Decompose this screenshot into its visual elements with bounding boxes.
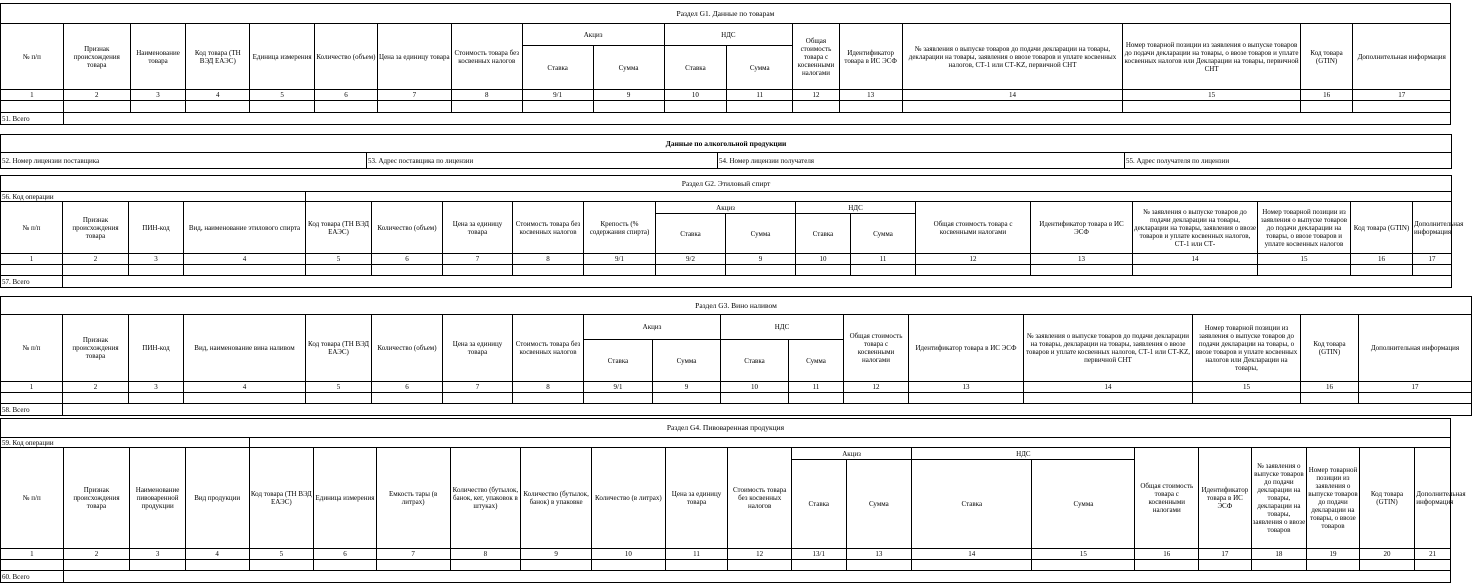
g4-h-liters: Количество (в литрах) [591, 448, 665, 549]
col-number: 20 [1359, 549, 1415, 560]
g1-h-total: Общая стоимость товара с косвенными налогами [793, 24, 840, 90]
table-cell[interactable] [130, 560, 186, 571]
g2-h-excise-sum: Сумма [726, 214, 796, 254]
table-cell[interactable] [1258, 265, 1351, 276]
table-cell[interactable] [186, 101, 250, 113]
col-number: 15 [1123, 90, 1300, 101]
col-number: 5 [306, 382, 372, 393]
col-number: 15 [1193, 382, 1301, 393]
g3-h-excise: Акциз [584, 315, 721, 340]
g3-number-row [1, 382, 1472, 393]
g3-h-app: № заявления о выпуске товаров до подачи декларации на товары, декларации на товары, заявления о ввозе товаров и уплате косвенных налогов, СТ-1 или СТ-KZ, первичной СНТ [1024, 315, 1193, 382]
table-cell[interactable] [521, 560, 592, 571]
table-cell[interactable] [184, 393, 306, 404]
col-number: 14 [1024, 382, 1193, 393]
table-cell[interactable] [1024, 393, 1193, 404]
section-g1 [0, 3, 1451, 125]
recipient-license-field[interactable]: 54. Номер лицензии получателя [718, 153, 1125, 169]
table-cell[interactable] [63, 265, 129, 276]
g2-h-app: № заявления о выпуске товаров до подачи декларации на товары, декларации на товары, заявления о ввозе товаров и уплате косвенных налогов, СТ-1 или СТ- [1133, 202, 1258, 254]
col-number: 15 [1032, 549, 1135, 560]
g4-operation-code-value[interactable] [249, 438, 1451, 448]
col-number: 9/2 [656, 254, 726, 265]
table-cell[interactable] [1353, 101, 1451, 113]
g2-total-value[interactable] [63, 276, 1452, 288]
col-number: 3 [130, 549, 186, 560]
col-number: 9/1 [584, 254, 656, 265]
col-number: 16 [1301, 382, 1359, 393]
table-row[interactable] [1, 393, 1472, 404]
g1-h-extra: Дополнительная информация [1353, 24, 1451, 90]
table-cell[interactable] [1, 560, 64, 571]
g2-h-vat: НДС [796, 202, 916, 214]
section-g4 [0, 418, 1466, 583]
g1-h-code: Код товара (ТН ВЭД ЕАЭС) [186, 24, 250, 90]
g3-h-extra: Дополнительная информация [1359, 315, 1472, 382]
table-cell[interactable] [796, 265, 851, 276]
col-number: 7 [443, 382, 513, 393]
table-cell[interactable] [1359, 560, 1415, 571]
col-number: 11 [665, 549, 728, 560]
g2-h-extra: Дополнительная информация [1413, 202, 1452, 254]
table-cell[interactable] [372, 393, 443, 404]
alcohol-section [0, 134, 1452, 169]
table-cell[interactable] [1, 265, 63, 276]
table-cell[interactable] [513, 393, 584, 404]
g4-h-tare: Емкость тары (в литрах) [376, 448, 450, 549]
col-number: 4 [186, 90, 250, 101]
table-cell[interactable] [314, 560, 377, 571]
col-number: 13 [909, 382, 1024, 393]
g2-h-code: Код товара (ТН ВЭД ЕАЭС) [306, 202, 372, 254]
col-number: 12 [728, 549, 792, 560]
col-number: 17 [1413, 254, 1452, 265]
g1-total-label: 51. Всего [1, 113, 64, 125]
col-number: 7 [443, 254, 513, 265]
g3-h-vat-rate: Ставка [721, 340, 789, 382]
col-number: 8 [451, 90, 522, 101]
table-cell[interactable] [591, 560, 665, 571]
g1-h-origin: Признак происхождения товара [63, 24, 130, 90]
col-number: 12 [844, 382, 909, 393]
g2-h-pin: ПИН-код [129, 202, 184, 254]
table-cell[interactable] [902, 101, 1123, 113]
table-cell[interactable] [443, 393, 513, 404]
g4-total-label: 60. Всего [1, 571, 64, 583]
table-cell[interactable] [1123, 101, 1300, 113]
col-number: 11 [727, 90, 793, 101]
g4-h-in-pack: Количество (бутылок, банок) в упаковке [521, 448, 592, 549]
g1-h-excise: Акциз [522, 24, 664, 46]
g3-h-price: Цена за единицу товара [443, 315, 513, 382]
g2-h-total: Общая стоимость товара с косвенными налогами [916, 202, 1031, 254]
col-number: 13 [839, 90, 902, 101]
table-cell[interactable] [451, 101, 522, 113]
col-number: 10 [796, 254, 851, 265]
table-cell[interactable] [791, 560, 846, 571]
g3-title: Раздел G3. Вино наливом [1, 297, 1472, 315]
g2-h-pos: Номер товарной позиции из заявления о выпуске товаров до подачи декларации на товары, о ввозе товаров и уплате косвенных налогов [1258, 202, 1351, 254]
g4-h-vat-sum: Сумма [1032, 460, 1135, 549]
g4-h-name: Наименование пивоваренной продукции [130, 448, 186, 549]
table-cell[interactable] [63, 393, 129, 404]
g1-h-vat: НДС [664, 24, 793, 46]
table-cell[interactable] [1133, 265, 1258, 276]
g3-h-pos: Номер товарной позиции из заявления о выпуске товаров до подачи декларации на товары, о ввозе товаров и уплате косвенных налогов или Декларации на товары, [1193, 315, 1301, 382]
col-number: 8 [450, 549, 521, 560]
table-cell[interactable] [728, 560, 792, 571]
table-cell[interactable] [522, 101, 593, 113]
col-number: 11 [789, 382, 844, 393]
col-number: 17 [1359, 382, 1472, 393]
col-number: 2 [63, 549, 130, 560]
g1-h-qty: Количество (объем) [315, 24, 378, 90]
g4-h-vat-rate: Ставка [912, 460, 1032, 549]
col-number: 1 [1, 90, 64, 101]
table-cell[interactable] [844, 393, 909, 404]
col-number: 9/1 [584, 382, 653, 393]
g2-title: Раздел G2. Этиловый спирт [1, 176, 1452, 192]
col-number: 6 [315, 90, 378, 101]
col-number: 7 [376, 549, 450, 560]
col-number: 4 [185, 549, 249, 560]
table-cell[interactable] [1, 101, 64, 113]
col-number: 9 [653, 382, 721, 393]
g4-h-kind: Вид продукции [185, 448, 249, 549]
g3-total-label: 58. Всего [1, 404, 63, 416]
col-number: 14 [912, 549, 1032, 560]
section-g2 [0, 175, 1464, 288]
table-cell[interactable] [1199, 560, 1252, 571]
g3-h-origin: Признак происхождения товара [63, 315, 129, 382]
g3-h-excise-sum: Сумма [653, 340, 721, 382]
col-number: 4 [184, 254, 306, 265]
col-number: 15 [1258, 254, 1351, 265]
table-cell[interactable] [249, 560, 314, 571]
g1-h-esf: Идентификатор товара в ИС ЭСФ [839, 24, 902, 90]
g4-h-pos: Номер товарной позиции из заявления о выпуске товаров до подачи декларации на товары, о ввозе товаров [1307, 448, 1360, 549]
col-number: 17 [1353, 90, 1451, 101]
g2-operation-code[interactable]: 56. Код операции [1, 192, 306, 202]
g4-h-num: № п/п [1, 448, 64, 549]
g3-h-cost: Стоимость товара без косвенных налогов [513, 315, 584, 382]
col-number: 1 [1, 382, 63, 393]
g4-h-app: № заявления о выпуске товаров до подачи декларации на товары, декларации на товары, заявления о ввозе товаров [1251, 448, 1307, 549]
table-cell[interactable] [653, 393, 721, 404]
col-number: 10 [591, 549, 665, 560]
g3-total-value[interactable] [63, 404, 1472, 416]
g1-h-gtin: Код товара (GTIN) [1300, 24, 1353, 90]
g3-h-esf: Идентификатор товара в ИС ЭСФ [909, 315, 1024, 382]
g1-h-price: Цена за единицу товара [377, 24, 451, 90]
table-cell[interactable] [1351, 265, 1413, 276]
table-cell[interactable] [846, 560, 912, 571]
table-cell[interactable] [443, 265, 513, 276]
col-number: 2 [63, 90, 130, 101]
table-cell[interactable] [129, 393, 184, 404]
col-number: 6 [372, 382, 443, 393]
table-row[interactable] [1, 265, 1452, 276]
g2-total-label: 57. Всего [1, 276, 63, 288]
table-cell[interactable] [1251, 560, 1307, 571]
col-number: 6 [314, 549, 377, 560]
table-cell[interactable] [376, 560, 450, 571]
g2-h-strength: Крепость (% содержания спирта) [584, 202, 656, 254]
table-cell[interactable] [315, 101, 378, 113]
table-cell[interactable] [306, 265, 372, 276]
g2-h-qty: Количество (объем) [372, 202, 443, 254]
col-number: 10 [721, 382, 789, 393]
g3-h-vat: НДС [721, 315, 844, 340]
table-cell[interactable] [1413, 265, 1452, 276]
g1-number-row [1, 90, 1451, 101]
g1-h-num: № п/п [1, 24, 64, 90]
g2-h-excise: Акциз [656, 202, 796, 214]
table-cell[interactable] [185, 560, 249, 571]
table-cell[interactable] [727, 101, 793, 113]
g3-h-qty: Количество (объем) [372, 315, 443, 382]
g4-total-value[interactable] [63, 571, 1450, 583]
col-number: 19 [1307, 549, 1360, 560]
col-number: 3 [130, 90, 186, 101]
col-number: 11 [851, 254, 916, 265]
g1-h-app: № заявления о выпуске товаров до подачи декларации на товары, декларации на товары, заявления о ввозе товаров и уплате косвенных налогов, СТ-1 или СТ-KZ, первичной СНТ [902, 24, 1123, 90]
table-cell[interactable] [1307, 560, 1360, 571]
table-cell[interactable] [851, 265, 916, 276]
table-cell[interactable] [250, 101, 315, 113]
g1-h-cost: Стоимость товара без косвенных налогов [451, 24, 522, 90]
g4-h-origin: Признак происхождения товара [63, 448, 130, 549]
col-number: 16 [1351, 254, 1413, 265]
table-cell[interactable] [1, 393, 63, 404]
g3-h-total: Общая стоимость товара с косвенными налогами [844, 315, 909, 382]
table-cell[interactable] [726, 265, 796, 276]
col-number: 7 [377, 90, 451, 101]
col-number: 21 [1415, 549, 1451, 560]
g3-h-vat-sum: Сумма [789, 340, 844, 382]
g2-h-esf: Идентификатор товара в ИС ЭСФ [1031, 202, 1133, 254]
alcohol-title: Данные по алкогольной продукции [1, 135, 1452, 153]
g2-h-cost: Стоимость товара без косвенных налогов [513, 202, 584, 254]
g1-h-excise-rate: Ставка [522, 46, 593, 90]
col-number: 16 [1135, 549, 1199, 560]
table-row[interactable] [1, 560, 1451, 571]
table-cell[interactable] [721, 393, 789, 404]
g4-h-pack-qty: Количество (бутылок, банок, кег, упаковок в штуках) [450, 448, 521, 549]
g2-h-num: № п/п [1, 202, 63, 254]
recipient-address-field[interactable]: 55. Адрес получателя по лицензии [1125, 153, 1452, 169]
g1-h-vat-rate: Ставка [664, 46, 727, 90]
g3-h-pin: ПИН-код [129, 315, 184, 382]
g4-h-unit: Единица измерения [314, 448, 377, 549]
col-number: 14 [902, 90, 1123, 101]
table-cell[interactable] [63, 560, 130, 571]
table-cell[interactable] [1193, 393, 1301, 404]
g2-h-origin: Признак происхождения товара [63, 202, 129, 254]
table-cell[interactable] [584, 265, 656, 276]
supplier-address-field[interactable]: 53. Адрес поставщика по лицензии [367, 153, 718, 169]
g4-h-price: Цена за единицу товара [665, 448, 728, 549]
g3-h-num: № п/п [1, 315, 63, 382]
g2-h-vat-sum: Сумма [851, 214, 916, 254]
table-cell[interactable] [912, 560, 1032, 571]
col-number: 3 [129, 254, 184, 265]
col-number: 9 [726, 254, 796, 265]
col-number: 13 [1031, 254, 1133, 265]
table-cell[interactable] [1300, 101, 1353, 113]
table-cell[interactable] [1032, 560, 1135, 571]
table-row[interactable] [1, 101, 1451, 113]
col-number: 10 [664, 90, 727, 101]
g1-h-name: Наименование товара [130, 24, 186, 90]
col-number: 1 [1, 254, 63, 265]
col-number: 3 [129, 382, 184, 393]
g4-h-total: Общая стоимость товара с косвенными налогами [1135, 448, 1199, 549]
supplier-license-field[interactable]: 52. Номер лицензии поставщика [1, 153, 367, 169]
table-cell[interactable] [1415, 560, 1451, 571]
col-number: 9 [521, 549, 592, 560]
col-number: 5 [306, 254, 372, 265]
table-cell[interactable] [130, 101, 186, 113]
table-cell[interactable] [839, 101, 902, 113]
table-cell[interactable] [909, 393, 1024, 404]
table-cell[interactable] [656, 265, 726, 276]
col-number: 8 [513, 254, 584, 265]
g3-h-gtin: Код товара (GTIN) [1301, 315, 1359, 382]
g4-operation-code[interactable]: 59. Код операции [1, 438, 250, 448]
col-number: 2 [63, 382, 129, 393]
g2-h-excise-rate: Ставка [656, 214, 726, 254]
g2-h-vat-rate: Ставка [796, 214, 851, 254]
g1-total-value[interactable] [63, 113, 1450, 125]
g3-h-excise-rate: Ставка [584, 340, 653, 382]
g4-h-excise-sum: Сумма [846, 460, 912, 549]
table-cell[interactable] [372, 265, 443, 276]
col-number: 9/1 [522, 90, 593, 101]
table-cell[interactable] [184, 265, 306, 276]
g1-h-vat-sum: Сумма [727, 46, 793, 90]
g4-number-row [1, 549, 1451, 560]
g4-h-vat: НДС [912, 448, 1135, 460]
table-cell[interactable] [1031, 265, 1133, 276]
col-number: 5 [250, 90, 315, 101]
g2-h-gtin: Код товара (GTIN) [1351, 202, 1413, 254]
col-number: 5 [249, 549, 314, 560]
g4-h-excise: Акциз [791, 448, 911, 460]
g1-h-excise-sum: Сумма [593, 46, 664, 90]
table-cell[interactable] [377, 101, 451, 113]
g4-h-extra: Дополнительная информация [1415, 448, 1451, 549]
g4-h-cost: Стоимость товара без косвенных налогов [728, 448, 792, 549]
table-cell[interactable] [916, 265, 1031, 276]
table-cell[interactable] [593, 101, 664, 113]
g3-h-code: Код товара (ТН ВЭД ЕАЭС) [306, 315, 372, 382]
g4-title: Раздел G4. Пивоваренная продукция [1, 419, 1451, 438]
g2-h-price: Цена за единицу товара [443, 202, 513, 254]
col-number: 12 [793, 90, 840, 101]
col-number: 18 [1251, 549, 1307, 560]
table-cell[interactable] [1135, 560, 1199, 571]
table-cell[interactable] [1359, 393, 1472, 404]
table-cell[interactable] [665, 560, 728, 571]
section-g3 [0, 296, 1472, 416]
col-number: 8 [513, 382, 584, 393]
g4-h-esf: Идентификатор товара в ИС ЭСФ [1199, 448, 1252, 549]
col-number: 2 [63, 254, 129, 265]
col-number: 9 [593, 90, 664, 101]
table-cell[interactable] [306, 393, 372, 404]
table-cell[interactable] [513, 265, 584, 276]
table-cell[interactable] [793, 101, 840, 113]
g1-title: Раздел G1. Данные по товарам [1, 4, 1451, 24]
table-cell[interactable] [584, 393, 653, 404]
col-number: 6 [372, 254, 443, 265]
table-cell[interactable] [664, 101, 727, 113]
g2-h-kind: Вид, наименование этилового спирта [184, 202, 306, 254]
g1-h-unit: Единица измерения [250, 24, 315, 90]
table-cell[interactable] [450, 560, 521, 571]
table-cell[interactable] [129, 265, 184, 276]
g1-h-pos: Номер товарной позиции из заявления о выпуске товаров до подачи декларации на товары, о ввозе товаров и уплате косвенных налогов или Декларации на товары, первичной СНТ [1123, 24, 1300, 90]
col-number: 14 [1133, 254, 1258, 265]
g2-number-row [1, 254, 1452, 265]
g4-h-gtin: Код товара (GTIN) [1359, 448, 1415, 549]
g3-h-kind: Вид, наименование вина наливом [184, 315, 306, 382]
table-cell[interactable] [63, 101, 130, 113]
g4-h-code: Код товара (ТН ВЭД ЕАЭС) [249, 448, 314, 549]
col-number: 16 [1300, 90, 1353, 101]
col-number: 17 [1199, 549, 1252, 560]
table-cell[interactable] [789, 393, 844, 404]
col-number: 4 [184, 382, 306, 393]
table-cell[interactable] [1301, 393, 1359, 404]
col-number: 13 [846, 549, 912, 560]
col-number: 1 [1, 549, 64, 560]
col-number: 13/1 [791, 549, 846, 560]
g4-h-excise-rate: Ставка [791, 460, 846, 549]
col-number: 12 [916, 254, 1031, 265]
g2-operation-code-value[interactable] [306, 192, 1452, 202]
